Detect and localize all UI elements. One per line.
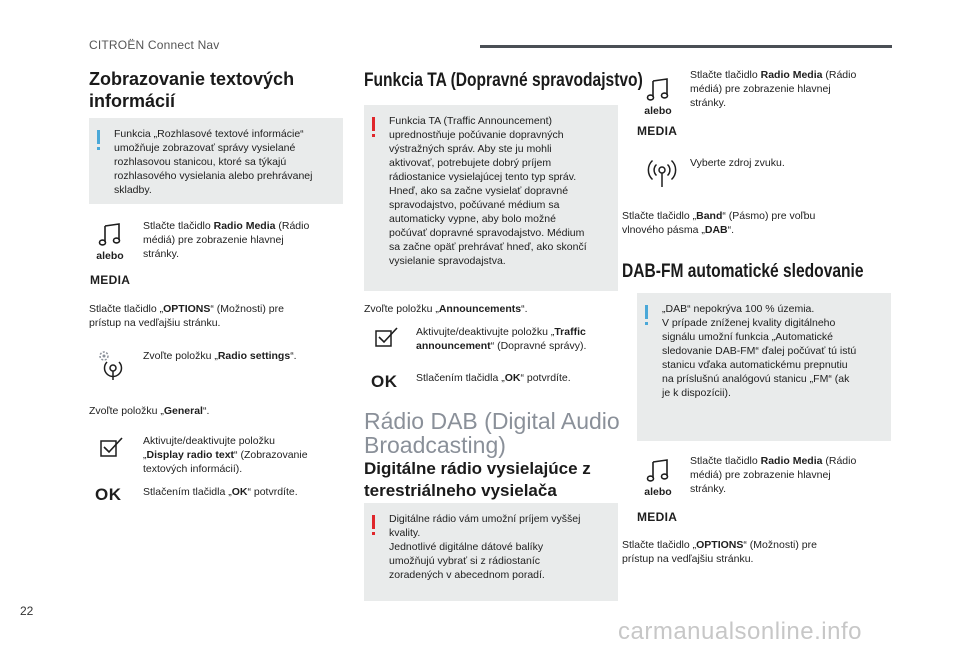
- heading-line: Zobrazovanie textových: [89, 69, 295, 89]
- warning-note-text: [389, 114, 610, 268]
- radio-settings-step-text: [143, 349, 343, 363]
- step-text: médiá) pre zobrazenie hlavnej: [690, 469, 831, 481]
- media-button-label[interactable]: MEDIA: [637, 124, 678, 138]
- step-text: “.: [521, 303, 528, 315]
- note-line: je k dispozícii).: [662, 387, 731, 399]
- music-note-icon[interactable]: [645, 77, 671, 103]
- note-line: aktivovať, potrebujete dobrý príjem: [389, 157, 552, 169]
- step-bold: Announcements: [438, 303, 522, 315]
- step-text: Stlačením tlačidla „: [143, 486, 232, 498]
- step-text: “ (Možnosti) pre: [743, 539, 817, 551]
- step-text: (Rádio: [275, 220, 310, 232]
- step-text: “ (Pásmo) pre voľbu: [722, 210, 816, 222]
- note-line: zoradených v abecednom poradí.: [389, 569, 545, 581]
- step-text: “ (Zobrazovanie: [234, 449, 308, 461]
- step-text: Stlačte tlačidlo „: [89, 303, 164, 315]
- heading-line: informácií: [89, 91, 176, 111]
- note-line: umožňuje zobrazovať správy vysielané: [114, 142, 296, 154]
- step-bold: Radio Media: [213, 220, 276, 232]
- alebo-label: alebo: [644, 105, 672, 117]
- note-line: kvality.: [389, 527, 421, 539]
- music-note-icon[interactable]: [645, 458, 671, 484]
- ok-step-text: [416, 371, 621, 385]
- note-line: stanicu vďaka automatickému prepnutiu: [662, 359, 848, 371]
- step-bold: OPTIONS: [163, 303, 211, 315]
- info-marker-icon: [645, 305, 648, 319]
- note-line: vysielanie spravodajstva.: [389, 255, 506, 267]
- step-text: “ (Dopravné správy).: [490, 340, 587, 352]
- step-text: “ potvrdíte.: [247, 486, 298, 498]
- step-text: (Rádio: [822, 455, 857, 467]
- step-text: Stlačením tlačidla „: [416, 372, 505, 384]
- music-note-icon-group: [90, 222, 130, 262]
- step-text: médiá) pre zobrazenie hlavnej: [690, 83, 831, 95]
- ok-button-label[interactable]: OK: [371, 372, 398, 391]
- ok-button-label[interactable]: OK: [95, 485, 122, 504]
- traffic-announcement-step: [416, 325, 621, 353]
- heading-line: Digitálne rádio vysielajúce z: [364, 459, 591, 478]
- section-heading-dab-fm: DAB-FM automatické sledovanie: [622, 261, 864, 282]
- step-text: vlnového pásma „: [622, 224, 705, 236]
- header-rule: [480, 45, 892, 48]
- note-line: Jednotlivé digitálne dátové balíky: [389, 541, 544, 553]
- warning-note-digital-radio: [364, 503, 618, 601]
- step-text: “.: [202, 405, 210, 417]
- step-text: “ potvrdíte.: [520, 372, 571, 384]
- media-button-label[interactable]: MEDIA: [90, 273, 131, 287]
- step-text: prístup na vedľajšiu stránku.: [622, 553, 754, 565]
- step-text: Stlačte tlačidlo „: [622, 210, 697, 222]
- section-heading-text-info: [89, 68, 349, 112]
- info-note-text: [662, 302, 883, 400]
- note-line: Funkcia „Rozhlasové textové informácie“: [114, 128, 304, 140]
- watermark: carmanualsonline.info: [618, 618, 862, 645]
- step-text: médiá) pre zobrazenie hlavnej: [143, 234, 284, 246]
- source-step-text: Vyberte zdroj zvuku.: [690, 157, 785, 169]
- step-bold: Radio Media: [760, 69, 823, 81]
- note-line: signálu umožní funkcia „Automatické: [662, 331, 833, 343]
- step-text: prístup na vedľajšiu stránku.: [89, 317, 221, 329]
- step-text: (Rádio: [822, 69, 857, 81]
- step-text: textových informácií).: [143, 463, 243, 475]
- step-bold: DAB: [704, 224, 728, 236]
- step-text: Stlačte tlačidlo „: [622, 539, 697, 551]
- music-note-icon-group: [638, 77, 678, 117]
- step-text: stránky.: [690, 483, 726, 495]
- note-line: rádiostanice vysielajúcej tento typ správ.: [389, 171, 577, 183]
- note-line: automaticky vypne, aby bolo možné: [389, 213, 556, 225]
- header-title: CITROËN Connect Nav: [89, 38, 220, 52]
- music-note-icon-group: [638, 458, 678, 498]
- step-bold: OK: [504, 372, 521, 384]
- media-step-text: [690, 454, 890, 496]
- note-line: V prípade zníženej kvality digitálneho: [662, 317, 836, 329]
- warning-note-text: [389, 512, 610, 582]
- section-heading-digital-radio: [364, 458, 624, 502]
- announcements-step-text: [364, 302, 624, 316]
- step-bold: announcement: [416, 340, 491, 352]
- step-text: Zvoľte položku „: [364, 303, 439, 315]
- step-bold: Display radio text: [146, 449, 235, 461]
- note-line: na príslušnú analógovú stanicu „FM“ (ak: [662, 373, 850, 385]
- note-line: spravodajstvo, počúvané médium sa: [389, 199, 560, 211]
- media-step-text: [143, 219, 343, 261]
- options-step-text: [89, 302, 349, 330]
- step-bold: Radio Media: [760, 455, 823, 467]
- step-bold: Traffic: [554, 326, 586, 338]
- step-text: “.: [727, 224, 735, 236]
- note-line: uprednostňuje počúvanie dopravných: [389, 129, 564, 141]
- note-line: Funkcia TA (Traffic Announcement): [389, 115, 553, 127]
- radio-settings-icon[interactable]: [95, 348, 129, 382]
- section-heading-dab: [364, 409, 624, 457]
- note-line: Digitálne rádio vám umožní príjem vyššej: [389, 513, 581, 525]
- note-line: skladby.: [114, 184, 152, 196]
- step-text: Zvoľte položku „: [89, 405, 164, 417]
- warning-marker-icon: [372, 117, 375, 131]
- radio-source-icon[interactable]: [647, 156, 677, 188]
- info-note-radio-text: [89, 118, 343, 204]
- warning-note-ta: [364, 105, 618, 291]
- heading-line: terestriálneho vysielača: [364, 481, 557, 500]
- step-text: Stlačte tlačidlo: [690, 455, 761, 467]
- step-text: “.: [290, 350, 297, 362]
- step-text: “ (Možnosti) pre: [210, 303, 284, 315]
- general-step-text: [89, 404, 349, 418]
- step-bold: OK: [231, 486, 248, 498]
- step-text: Stlačte tlačidlo: [690, 69, 761, 81]
- band-step-text: [622, 209, 892, 237]
- alebo-label: alebo: [644, 486, 672, 498]
- note-line: rozhlasového vysielania alebo prehrávanej: [114, 170, 313, 182]
- media-step-text: [690, 68, 890, 110]
- checkbox-icon[interactable]: [374, 327, 400, 349]
- display-radio-text-step: [143, 434, 343, 476]
- note-line: sa začne opäť prehrávať hneď, ako skončí: [389, 241, 587, 253]
- step-text: Aktivujte/deaktivujte položku „: [416, 326, 555, 338]
- step-text: stránky.: [690, 97, 726, 109]
- options-step-text: [622, 538, 892, 566]
- note-line: rozhlasovou stanicou, ktoré sa týkajú: [114, 156, 287, 168]
- note-line: umožňujú vybrať si z rádiostaníc: [389, 555, 541, 567]
- info-note-dab-fm: [637, 293, 891, 441]
- step-bold: General: [163, 405, 203, 417]
- note-line: počúvať dopravné spravodajstvo. Médium: [389, 227, 585, 239]
- note-line: výstražných správ. Aby ste ju mohli: [389, 143, 552, 155]
- step-bold: Radio settings: [217, 350, 291, 362]
- alebo-label: alebo: [96, 250, 124, 262]
- info-marker-icon: [97, 130, 100, 144]
- checkbox-icon[interactable]: [99, 437, 125, 459]
- heading-line: Broadcasting): [364, 432, 506, 458]
- step-bold: OPTIONS: [696, 539, 744, 551]
- note-line: sledovanie DAB-FM“ ďalej počúvať tú istú: [662, 345, 857, 357]
- page-number: 22: [20, 604, 34, 618]
- step-bold: Band: [696, 210, 723, 222]
- step-text: „: [143, 449, 147, 461]
- note-line: „DAB“ nepokrýva 100 % územia.: [662, 303, 815, 315]
- section-heading-ta: Funkcia TA (Dopravné spravodajstvo): [364, 70, 643, 91]
- media-button-label[interactable]: MEDIA: [637, 510, 678, 524]
- step-text: Zvoľte položku „: [143, 350, 218, 362]
- info-note-text: [114, 127, 335, 197]
- step-text: stránky.: [143, 248, 179, 260]
- heading-line: Rádio DAB (Digital Audio: [364, 408, 620, 434]
- step-text: Aktivujte/deaktivujte položku: [143, 435, 275, 447]
- ok-step-text: [143, 485, 343, 499]
- warning-marker-icon: [372, 515, 375, 529]
- music-note-icon[interactable]: [97, 222, 123, 248]
- note-line: Hneď, ako sa začne vysielať dopravné: [389, 185, 569, 197]
- step-text: Stlačte tlačidlo: [143, 220, 214, 232]
